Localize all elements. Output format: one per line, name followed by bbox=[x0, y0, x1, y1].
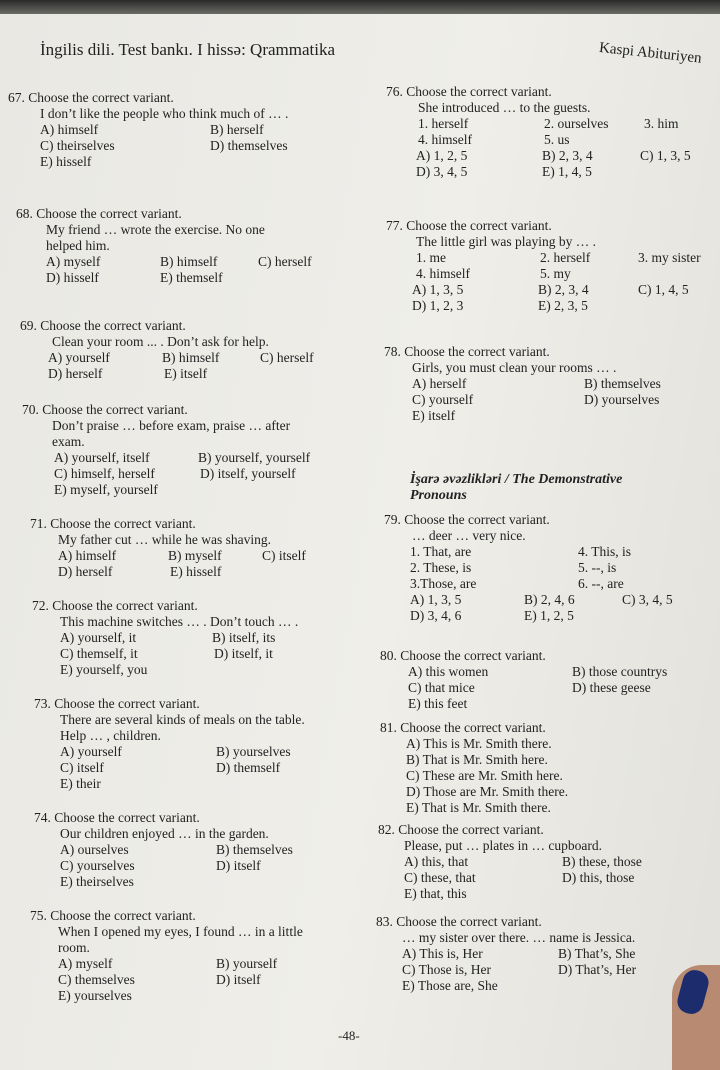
line-text: 75. Choose the correct variant. bbox=[30, 908, 196, 923]
line-text: … my sister over there. … name is Jessica. bbox=[402, 930, 636, 945]
option-text: 5. us bbox=[544, 132, 570, 147]
option-text: E) 2, 3, 5 bbox=[538, 298, 588, 313]
line-text: C) these, that bbox=[404, 870, 476, 885]
option-text: C) herself bbox=[260, 350, 314, 365]
question-line bbox=[0, 630, 720, 646]
option-text: B) 2, 4, 6 bbox=[524, 592, 575, 607]
question-line bbox=[0, 376, 720, 392]
line-text: She introduced … to the guests. bbox=[418, 100, 591, 115]
line-text: 83. Choose the correct variant. bbox=[376, 914, 542, 929]
option-text: 6. --, are bbox=[578, 576, 624, 591]
question-line bbox=[0, 100, 720, 116]
option-text: B) itself, its bbox=[212, 630, 276, 645]
line-text: E) yourself, you bbox=[60, 662, 148, 677]
line-text: A) herself bbox=[412, 376, 467, 391]
line-text: C) itself bbox=[60, 760, 104, 775]
question-line bbox=[0, 886, 720, 902]
option-text: D) yourselves bbox=[584, 392, 660, 407]
line-text: Girls, you must clean your rooms … . bbox=[412, 360, 617, 375]
question-block bbox=[0, 344, 720, 424]
option-text: 3. my sister bbox=[638, 250, 701, 265]
line-text: helped him. bbox=[46, 238, 110, 253]
line-text: room. bbox=[58, 940, 90, 955]
option-text: C) itself bbox=[262, 548, 306, 563]
line-text: E) hisself bbox=[40, 154, 92, 169]
line-text: 4. himself bbox=[416, 266, 470, 281]
line-text: E) their bbox=[60, 776, 101, 791]
option-text: D) these geese bbox=[572, 680, 651, 695]
line-text: C) himself, herself bbox=[54, 466, 155, 481]
line-text: C) theirselves bbox=[40, 138, 115, 153]
option-text: E) 1, 2, 5 bbox=[524, 608, 574, 623]
line-text: C) that mice bbox=[408, 680, 475, 695]
line-text: C) Those is, Her bbox=[402, 962, 491, 977]
line-text: D) herself bbox=[48, 366, 103, 381]
question-line bbox=[0, 132, 720, 148]
line-text: A) himself bbox=[40, 122, 99, 137]
option-text: 5. my bbox=[540, 266, 571, 281]
line-text: Help … , children. bbox=[60, 728, 161, 743]
line-text: 74. Choose the correct variant. bbox=[34, 810, 200, 825]
brand-label: Kaspi Abituriyen bbox=[598, 40, 703, 67]
option-text: D) itself bbox=[216, 972, 261, 987]
question-line bbox=[0, 768, 720, 784]
line-text: 4. himself bbox=[418, 132, 472, 147]
line-text: A) this, that bbox=[404, 854, 469, 869]
line-text: A) 1, 2, 5 bbox=[416, 148, 468, 163]
option-text: C) 1, 4, 5 bbox=[638, 282, 689, 297]
line-text: 70. Choose the correct variant. bbox=[22, 402, 188, 417]
question-block bbox=[0, 720, 720, 816]
option-text: 4. This, is bbox=[578, 544, 632, 559]
line-text: 77. Choose the correct variant. bbox=[386, 218, 552, 233]
line-text: D) herself bbox=[58, 564, 113, 579]
question-line bbox=[0, 116, 720, 132]
question-heading bbox=[0, 318, 720, 334]
option-text: D) this, those bbox=[562, 870, 635, 885]
line-text: 73. Choose the correct variant. bbox=[34, 696, 200, 711]
option-text: B) themselves bbox=[584, 376, 661, 391]
line-text: A) ourselves bbox=[60, 842, 129, 857]
question-heading bbox=[0, 822, 720, 838]
line-text: 80. Choose the correct variant. bbox=[380, 648, 546, 663]
option-text: B) himself bbox=[160, 254, 218, 269]
line-text: Clean your room ... . Don’t ask for help. bbox=[52, 334, 269, 349]
question-line bbox=[0, 736, 720, 752]
line-text: Our children enjoyed … in the garden. bbox=[60, 826, 269, 841]
option-text: B) yourself bbox=[216, 956, 278, 971]
question-line bbox=[0, 528, 720, 544]
question-line bbox=[0, 282, 720, 298]
question-line bbox=[0, 800, 720, 816]
option-text: E) itself bbox=[164, 366, 208, 381]
option-text: B) those countrys bbox=[572, 664, 668, 679]
option-text: B) 2, 3, 4 bbox=[538, 282, 589, 297]
question-heading bbox=[0, 84, 720, 100]
line-text: A) 1, 3, 5 bbox=[412, 282, 464, 297]
line-text: 2. These, is bbox=[410, 560, 472, 575]
line-text: 1. me bbox=[416, 250, 446, 265]
option-text: C) 3, 4, 5 bbox=[622, 592, 673, 607]
line-text: B) That is Mr. Smith here. bbox=[406, 752, 548, 767]
question-line bbox=[0, 870, 720, 886]
line-text: C) yourself bbox=[412, 392, 474, 407]
question-line bbox=[0, 680, 720, 696]
line-text: E) yourselves bbox=[58, 988, 132, 1003]
question-line bbox=[0, 408, 720, 424]
line-text: exam. bbox=[52, 434, 85, 449]
line-text: Please, put … plates in … cupboard. bbox=[404, 838, 602, 853]
question-line bbox=[0, 298, 720, 314]
line-text: 76. Choose the correct variant. bbox=[386, 84, 552, 99]
option-text: 3. him bbox=[644, 116, 679, 131]
line-text: My father cut … while he was shaving. bbox=[58, 532, 271, 547]
question-line bbox=[0, 608, 720, 624]
line-text: 68. Choose the correct variant. bbox=[16, 206, 182, 221]
question-line bbox=[0, 752, 720, 768]
question-line bbox=[0, 266, 720, 282]
page-header-title: İngilis dili. Test bankı. I hissə: Qrammatika bbox=[40, 40, 336, 59]
question-heading bbox=[0, 720, 720, 736]
question-block bbox=[0, 218, 720, 314]
question-line bbox=[0, 560, 720, 576]
option-text: B) myself bbox=[168, 548, 222, 563]
question-line bbox=[0, 434, 720, 450]
line-text: There are several kinds of meals on the table. bbox=[60, 712, 305, 727]
question-heading bbox=[0, 344, 720, 360]
line-text: C) yourselves bbox=[60, 858, 135, 873]
question-line bbox=[0, 392, 720, 408]
option-text: B) himself bbox=[162, 350, 220, 365]
question-line bbox=[0, 838, 720, 854]
option-text: D) itself bbox=[216, 858, 261, 873]
line-text: E) myself, yourself bbox=[54, 482, 158, 497]
line-text: A) himself bbox=[58, 548, 117, 563]
line-text: 3.Those, are bbox=[410, 576, 477, 591]
line-text: C) themself, it bbox=[60, 646, 138, 661]
question-line bbox=[0, 592, 720, 608]
line-text: A) This is Mr. Smith there. bbox=[406, 736, 552, 751]
option-text: D) themself bbox=[216, 760, 281, 775]
line-text: A) yourself bbox=[60, 744, 122, 759]
line-text: D) Those are Mr. Smith there. bbox=[406, 784, 569, 799]
line-text: 1. herself bbox=[418, 116, 469, 131]
line-text: My friend … wrote the exercise. No one bbox=[46, 222, 265, 237]
option-text: 2. herself bbox=[540, 250, 591, 265]
line-text: E) that, this bbox=[404, 886, 467, 901]
option-text: D) itself, it bbox=[214, 646, 273, 661]
line-text: A) myself bbox=[46, 254, 101, 269]
line-text: D) 3, 4, 6 bbox=[410, 608, 462, 623]
question-line bbox=[0, 576, 720, 592]
question-heading bbox=[0, 648, 720, 664]
line-text: This machine switches … . Don’t touch … . bbox=[60, 614, 299, 629]
line-text: 78. Choose the correct variant. bbox=[384, 344, 550, 359]
question-heading bbox=[0, 512, 720, 528]
question-block bbox=[0, 84, 720, 180]
line-text: 69. Choose the correct variant. bbox=[20, 318, 186, 333]
line-text: 1. That, are bbox=[410, 544, 472, 559]
line-text: 72. Choose the correct variant. bbox=[32, 598, 198, 613]
line-text: D) 3, 4, 5 bbox=[416, 164, 468, 179]
option-text: 5. --, is bbox=[578, 560, 617, 575]
question-line bbox=[0, 784, 720, 800]
option-text: D) That’s, Her bbox=[558, 962, 637, 977]
question-block bbox=[0, 512, 720, 624]
line-text: E) That is Mr. Smith there. bbox=[406, 800, 551, 815]
question-heading bbox=[0, 914, 720, 930]
line-text: A) 1, 3, 5 bbox=[410, 592, 462, 607]
line-text: D) hisself bbox=[46, 270, 99, 285]
question-line bbox=[0, 148, 720, 164]
option-text: 2. ourselves bbox=[544, 116, 609, 131]
line-text: C) These are Mr. Smith here. bbox=[406, 768, 563, 783]
line-text: Don’t praise … before exam, praise … after bbox=[52, 418, 291, 433]
question-line bbox=[0, 450, 720, 466]
question-line bbox=[0, 854, 720, 870]
line-text: I don’t like the people who think much of … . bbox=[40, 106, 289, 121]
line-text: 81. Choose the correct variant. bbox=[380, 720, 546, 735]
line-text: A) This is, Her bbox=[402, 946, 483, 961]
section-heading bbox=[410, 472, 622, 503]
question-block bbox=[0, 648, 720, 712]
line-text: The little girl was playing by … . bbox=[416, 234, 596, 249]
line-text: A) myself bbox=[58, 956, 113, 971]
line-text: 67. Choose the correct variant. bbox=[8, 90, 174, 105]
question-line bbox=[0, 360, 720, 376]
question-line bbox=[0, 164, 720, 180]
option-text: C) 1, 3, 5 bbox=[640, 148, 691, 163]
question-line bbox=[0, 544, 720, 560]
line-text: D) 1, 2, 3 bbox=[412, 298, 464, 313]
option-text: E) themself bbox=[160, 270, 223, 285]
section-subtitle: Pronouns bbox=[410, 487, 467, 503]
line-text: When I opened my eyes, I found … in a little bbox=[58, 924, 303, 939]
option-text: B) herself bbox=[210, 122, 264, 137]
question-line bbox=[0, 930, 720, 946]
option-text: B) That’s, She bbox=[558, 946, 636, 961]
book-spine-edge bbox=[0, 0, 720, 14]
question-line bbox=[0, 250, 720, 266]
question-heading bbox=[0, 218, 720, 234]
option-text: B) themselves bbox=[216, 842, 293, 857]
line-text: 82. Choose the correct variant. bbox=[378, 822, 544, 837]
question-block bbox=[0, 914, 720, 994]
line-text: E) itself bbox=[412, 408, 456, 423]
line-text: … deer … very nice. bbox=[412, 528, 526, 543]
question-block bbox=[0, 822, 720, 902]
line-text: E) theirselves bbox=[60, 874, 134, 889]
option-text: B) these, those bbox=[562, 854, 642, 869]
line-text: A) this women bbox=[408, 664, 489, 679]
option-text: E) 1, 4, 5 bbox=[542, 164, 592, 179]
question-line bbox=[0, 664, 720, 680]
section-title: İşarə əvəzlikləri / The Demonstrative bbox=[410, 472, 623, 487]
option-text: D) itself, yourself bbox=[200, 466, 296, 481]
question-line bbox=[0, 962, 720, 978]
option-text: D) themselves bbox=[210, 138, 288, 153]
line-text: E) Those are, She bbox=[402, 978, 498, 993]
question-line bbox=[0, 978, 720, 994]
option-text: E) hisself bbox=[170, 564, 222, 579]
line-text: 71. Choose the correct variant. bbox=[30, 516, 196, 531]
question-line bbox=[0, 696, 720, 712]
option-text: B) 2, 3, 4 bbox=[542, 148, 593, 163]
line-text: A) yourself, itself bbox=[54, 450, 150, 465]
line-text: A) yourself, it bbox=[60, 630, 137, 645]
line-text: C) themselves bbox=[58, 972, 135, 987]
page-number: -48- bbox=[338, 1028, 360, 1043]
question-line bbox=[0, 946, 720, 962]
line-text: 79. Choose the correct variant. bbox=[384, 512, 550, 527]
option-text: B) yourselves bbox=[216, 744, 291, 759]
option-text: B) yourself, yourself bbox=[198, 450, 311, 465]
line-text: E) this feet bbox=[408, 696, 468, 711]
line-text: A) yourself bbox=[48, 350, 110, 365]
question-line bbox=[0, 234, 720, 250]
option-text: C) herself bbox=[258, 254, 312, 269]
